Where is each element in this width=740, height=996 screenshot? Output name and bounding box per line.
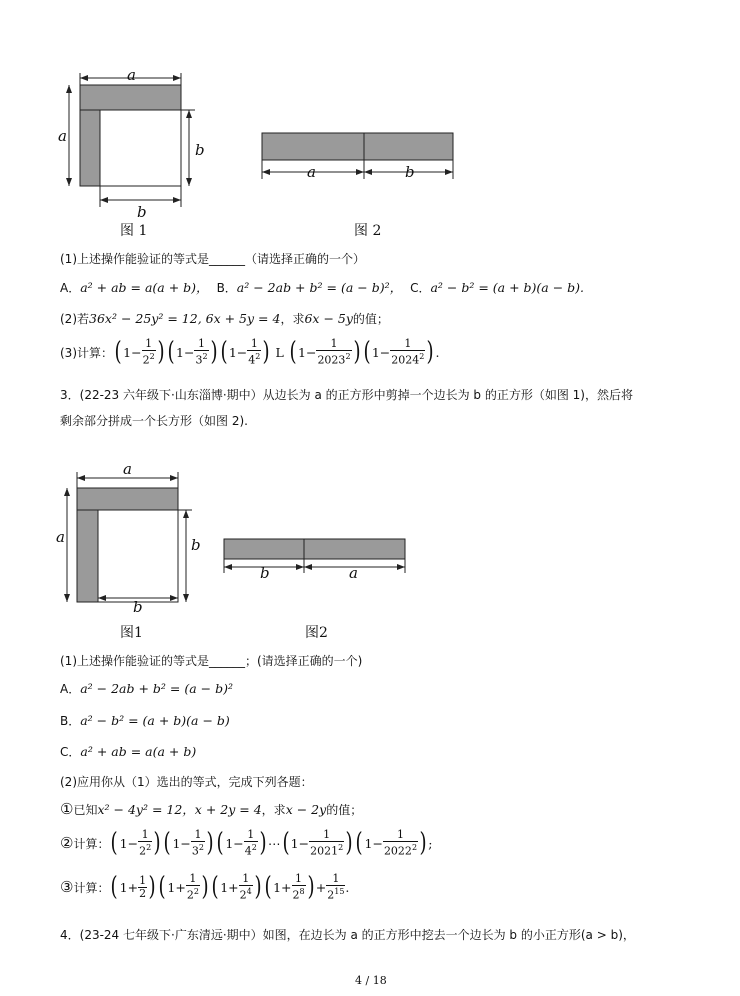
q2-optA-label: A．: [60, 280, 81, 295]
q3-sub2: ② 计算： ( 1− $\frac{1}{2^2}$ ) ( 1− $\frac{1}{3^2}$ ) ( 1− $\frac{1}{4^2}$ ) ⋯ ( 1− $\frac{1}{2021^2}$ ) ( 1− $\frac{1}{2022^2}$ ) ;: [60, 828, 433, 859]
q3-fig2-label-b: b: [260, 564, 270, 582]
fig1-label-b-bottom: b: [137, 203, 147, 221]
fig2-label-a: a: [307, 163, 316, 181]
fig1-caption: 图 1: [120, 223, 148, 239]
fig1-square: [66, 73, 195, 207]
q3-sub3: ③ 计算： ( 1+ $\frac{1}{2}$ ) ( 1+ $\frac{1}{2^2}$ ) ( 1+ $\frac{1}{2^4}$ ) ( 1+ $\frac{1}{2^8}$ ) + $\frac{1}{2^{15}}$ .: [60, 872, 350, 903]
q3-c1-prefix: 已知: [73, 802, 98, 817]
q3-c2-mark: ②: [60, 834, 74, 853]
fig1-label-a-top: a: [127, 66, 136, 84]
q2-optC: a² − b² = (a + b)(a − b).: [430, 279, 585, 295]
q3-fig1-caption: 图1: [120, 625, 143, 641]
q3-c1-end: 的值；: [326, 802, 363, 817]
q2-part3: (3)计算： ( 1− $\frac{1}{2^2}$ ) ( 1− $\frac{1}{3^2}$ ) ( 1− $\frac{1}{4^2}$ ) L ( 1− $\frac{1}{2023^2}$ ) ( 1− $\frac{1}{2024^2}$ ) .: [60, 337, 440, 368]
q3-optB-label: B．: [60, 714, 81, 728]
q3-intro-line1: 3．(22-23 六年级下·山东淄博·期中）从边长为 a 的正方形中剪掉一个边长为 b 的正方形（如图 1)，然后将: [60, 388, 633, 402]
q2-p2-math: 36x² − 25y² = 12, 6x + 5y = 4: [89, 311, 281, 326]
q3-fig2-rectangle: [224, 539, 405, 573]
q3-fig1-label-b-right: b: [191, 536, 201, 554]
q2-options: [60, 278, 584, 296]
q3-optA: [60, 680, 233, 697]
q3-optC: [60, 743, 196, 760]
fig1-label-a-left: a: [58, 127, 67, 145]
q2-p2-target: 6x − 5y: [304, 311, 353, 326]
figure-top: [55, 65, 475, 245]
q3-c1-math: x² − 4y² = 12，x + 2y = 4: [97, 802, 262, 817]
q3-optC-text: a² + ab = a(a + b): [80, 744, 197, 759]
q2-optC-label: C．: [410, 280, 431, 295]
q3-c1-target: x − 2y: [285, 801, 327, 817]
fig1-label-b-right: b: [195, 141, 205, 159]
q2-p3-prefix: (3)计算：: [60, 345, 113, 360]
q2-p2-suffix: ，求: [280, 312, 305, 326]
q2-part2: [60, 310, 389, 327]
q2-part1: (1)上述操作能验证的等式是______（请选择正确的一个）: [60, 252, 365, 266]
q3-part1: (1)上述操作能验证的等式是______；(请选择正确的一个): [60, 654, 363, 668]
q2-optA: a² + ab = a(a + b)，: [80, 280, 209, 295]
q3-optB: [60, 712, 230, 729]
q3-c3-prefix: 计算：: [73, 880, 110, 895]
q3-fig1-square: [64, 472, 192, 602]
q3-intro-line2: 剩余部分拼成一个长方形（如图 2).: [60, 414, 248, 428]
q2-p2-prefix: (2)若: [60, 312, 89, 326]
q3-optA-text: a² − 2ab + b² = (a − b)²: [80, 681, 234, 696]
fig2-rectangle: [262, 133, 453, 179]
page-number: 4 / 18: [355, 974, 387, 987]
q4-intro: 4．(23-24 七年级下·广东清远·期中）如图，在边长为 a 的正方形中挖去一个边长为 b 的小正方形(a > b)，: [60, 928, 635, 942]
q3-sub1: [60, 800, 362, 818]
q2-optB: a² − 2ab + b² = (a − b)²，: [236, 280, 403, 295]
q3-c2-prefix: 计算：: [73, 836, 110, 851]
q3-fig1-label-a-top: a: [123, 460, 132, 478]
q3-fig2-label-a: a: [349, 564, 358, 582]
q2-p2-end: 的值；: [352, 312, 389, 326]
q3-c3-mark: ③: [60, 878, 74, 897]
q3-c1-mark: ①: [60, 800, 74, 818]
q3-fig1-label-b-bottom: b: [133, 598, 143, 616]
q3-optC-label: C．: [60, 745, 81, 759]
q3-c1-mid: ，求: [261, 802, 286, 817]
fig2-label-b: b: [405, 163, 415, 181]
q3-part2: (2)应用你从（1）选出的等式，完成下列各题：: [60, 775, 313, 789]
fig2-caption: 图 2: [354, 223, 382, 239]
q3-optB-text: a² − b² = (a + b)(a − b): [80, 713, 230, 728]
q3-optA-label: A．: [60, 682, 81, 696]
q3-fig2-caption: 图2: [305, 625, 328, 641]
q3-fig1-label-a-left: a: [56, 528, 65, 546]
q2-optB-label: B．: [216, 280, 237, 295]
figure-q3: [55, 460, 415, 620]
